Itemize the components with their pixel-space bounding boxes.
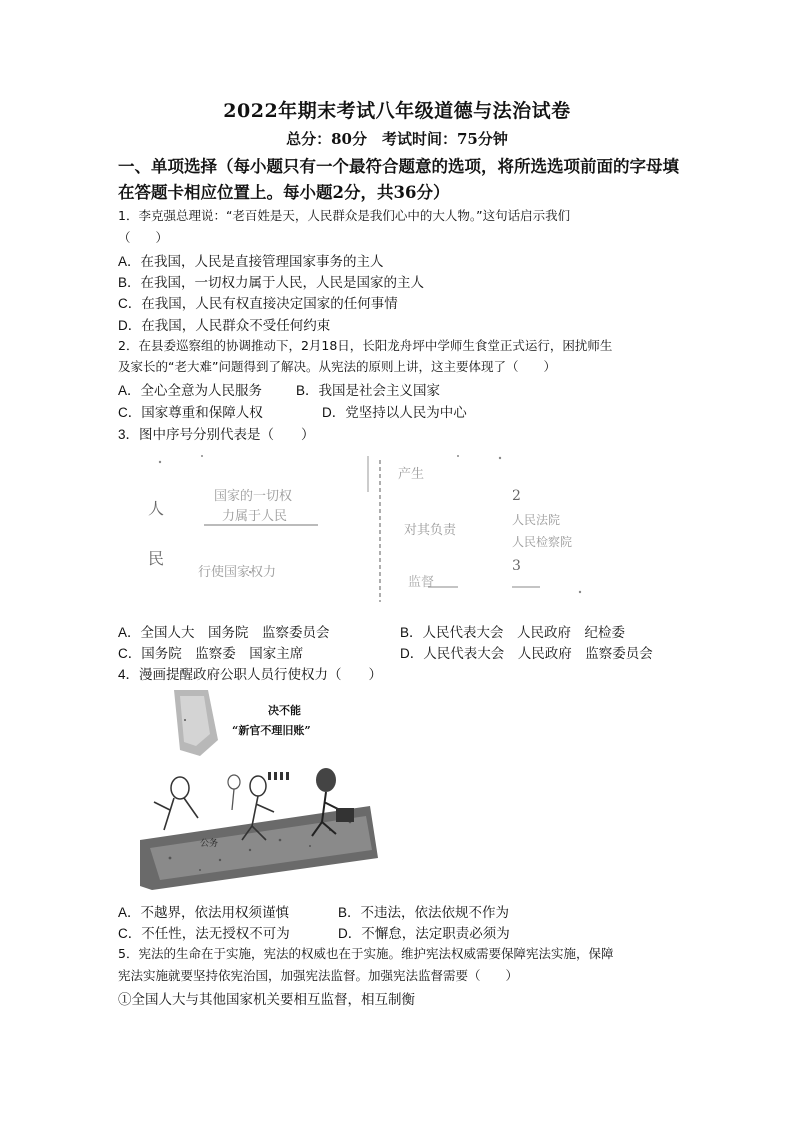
q4-option-c: C．不任性，法无授权不可为: [118, 926, 290, 941]
diagram-right3: 人民法院: [512, 513, 561, 527]
diagram-left-top: 人: [148, 499, 165, 518]
q4-option-b: B．不违法，依法依规不作为: [338, 905, 510, 920]
q3-state-organs-diagram: [140, 452, 610, 610]
diagram-mid2: 力属于人民: [222, 509, 288, 524]
q1-stem-line1: 1．李克强总理说：“老百姓是天，人民群众是我们心中的大人物。”这句话启示我们: [118, 208, 571, 223]
q3-option-d: D．人民代表大会 人民政府 监察委员会: [400, 646, 653, 661]
diagram-right1: 产生: [398, 467, 425, 482]
section-heading: [118, 154, 698, 206]
q2-option-b: B．我国是社会主义国家: [296, 383, 441, 398]
q3-option-a: A．全国人大 国务院 监察委员会: [118, 625, 330, 640]
diagram-left-bottom: 民: [148, 549, 165, 568]
diagram-right6: 3: [512, 558, 521, 574]
q2-option-d: D．党坚持以人民为中心: [322, 405, 467, 420]
q2-option-c: C．国家尊重和保障人权: [118, 405, 263, 420]
diagram-right7: 监督: [408, 575, 435, 590]
exam-subtitle: 总分：80分 考试时间：75分钟: [286, 130, 508, 148]
diagram-mid1: 国家的一切权: [214, 489, 293, 504]
q3-stem: 3．图中序号分别代表是（ ）: [118, 427, 315, 442]
section-heading-line2: 在答题卡相应位置上。每小题2分，共36分）: [118, 183, 450, 202]
q5-stem-line2: 宪法实施就要坚持依宪治国，加强宪法监督。加强宪法监督需要（ ）: [118, 968, 519, 983]
q5-option-1: ①全国人大与其他国家机关要相互监督，相互制衡: [118, 992, 415, 1007]
q3-option-b: B．人民代表大会 人民政府 纪检委: [400, 625, 626, 640]
q1-option-d: D．在我国，人民群众不受任何约束: [118, 318, 331, 333]
section-heading-line1: 一、单项选择（每小题只有一个最符合题意的选项，将所选选项前面的字母填: [118, 157, 679, 176]
cartoon-caption1: 决不能: [268, 704, 301, 717]
exam-title: 2022年期末考试八年级道德与法治试卷: [223, 100, 571, 122]
q4-stem: 4．漫画提醒政府公职人员行使权力（ ）: [118, 667, 383, 682]
cartoon-road-label: 公务: [200, 839, 219, 849]
q5-stem-line1: 5．宪法的生命在于实施，宪法的权威也在于实施。维护宪法权威需要保障宪法实施，保障: [118, 946, 614, 961]
q4-cartoon-image: [140, 690, 380, 890]
q1-stem-line2: （ ）: [118, 230, 169, 245]
q2-option-a: A．全心全意为人民服务: [118, 383, 263, 398]
cartoon-caption2: “新官不理旧账”: [232, 724, 311, 737]
diagram-right5: 人民检察院: [512, 535, 573, 549]
q2-stem-line1: 2．在县委巡察组的协调推动下，2月18日，长阳龙舟坪中学师生食堂正式运行，困扰师生: [118, 338, 613, 353]
q4-option-a: A．不越界，依法用权须谨慎: [118, 905, 290, 920]
q4-option-d: D．不懈怠，法定职责必须为: [338, 926, 510, 941]
diagram-mid3: 行使国家权力: [198, 565, 277, 580]
diagram-right2: 2: [512, 488, 521, 504]
diagram-right4: 对其负责: [404, 523, 457, 538]
q2-stem-line2: 及家长的“老大难”问题得到了解决。从宪法的原则上讲，这主要体现了（ ）: [118, 359, 556, 374]
q1-option-c: C．在我国，人民有权直接决定国家的任何事情: [118, 296, 398, 311]
q1-option-a: A．在我国，人民是直接管理国家事务的主人: [118, 254, 384, 269]
q1-option-b: B．在我国，一切权力属于人民，人民是国家的主人: [118, 275, 425, 290]
q3-option-c: C．国务院 监察委 国家主席: [118, 646, 304, 661]
